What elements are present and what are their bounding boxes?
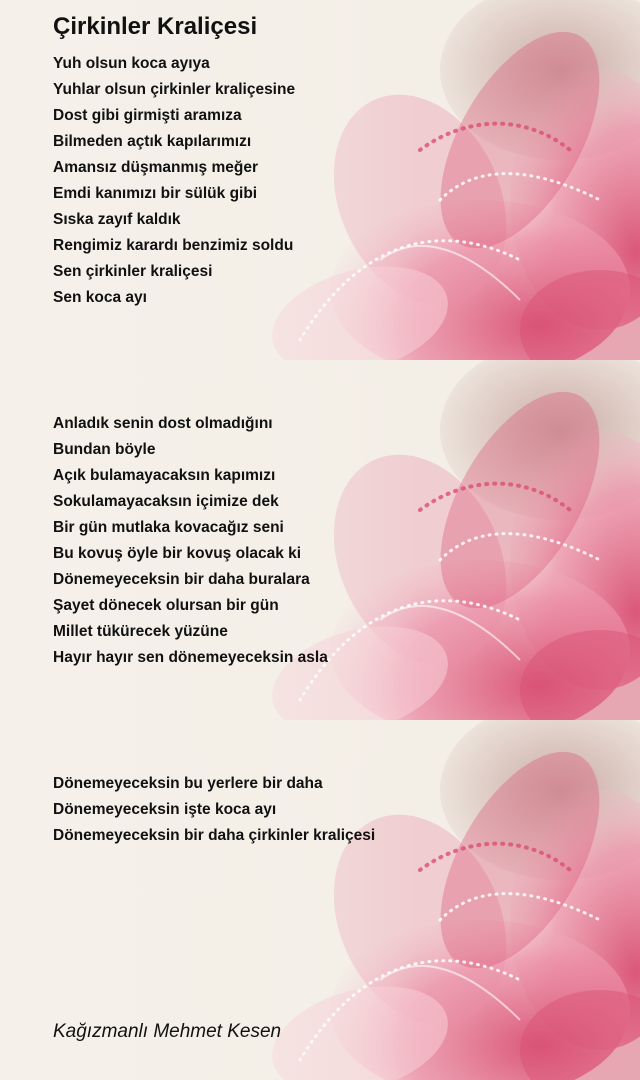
poem-line: Bundan böyle xyxy=(53,441,156,458)
poem-line: Şayet dönecek olursan bir gün xyxy=(53,597,279,614)
poem-line: Bir gün mutlaka kovacağız seni xyxy=(53,519,284,536)
poem-stanza xyxy=(53,51,295,311)
poem-line: Sokulamayacaksın içimize dek xyxy=(53,493,279,510)
poem-line: Emdi kanımızı bir sülük gibi xyxy=(53,185,258,202)
poem-line: Bilmeden açtık kapılarımızı xyxy=(53,133,252,150)
poem-line: Dönemeyeceksin işte koca ayı xyxy=(53,801,277,818)
poem-line: Rengimiz karardı benzimiz soldu xyxy=(53,237,294,254)
poem-line: Sen koca ayı xyxy=(53,289,147,306)
poem-stanza xyxy=(53,771,375,849)
poem-line: Sen çirkinler kraliçesi xyxy=(53,263,213,280)
poem-line: Yuhlar olsun çirkinler kraliçesine xyxy=(53,81,296,98)
poem-line: Dost gibi girmişti aramıza xyxy=(53,107,242,124)
poem-stanza xyxy=(53,411,328,671)
poem-line: Yuh olsun koca ayıya xyxy=(53,55,210,72)
poem-line: Sıska zayıf kaldık xyxy=(53,211,181,228)
poem-line: Millet tükürecek yüzüne xyxy=(53,623,228,640)
poem-line: Dönemeyeceksin bir daha çirkinler kraliçesi xyxy=(53,827,376,844)
poem-author: Kağızmanlı Mehmet Kesen xyxy=(53,1021,282,1042)
poem-title: Çirkinler Kraliçesi xyxy=(53,13,258,40)
poem-line: Dönemeyeceksin bu yerlere bir daha xyxy=(53,775,323,792)
poem-line: Anladık senin dost olmadığını xyxy=(53,415,273,432)
poem-line: Amansız düşmanmış meğer xyxy=(53,159,259,176)
poem-line: Açık bulamayacaksın kapımızı xyxy=(53,467,276,484)
poem-line: Dönemeyeceksin bir daha buralara xyxy=(53,571,310,588)
poem-line: Hayır hayır sen dönemeyeceksin asla xyxy=(53,649,328,666)
poem-line: Bu kovuş öyle bir kovuş olacak ki xyxy=(53,545,302,562)
